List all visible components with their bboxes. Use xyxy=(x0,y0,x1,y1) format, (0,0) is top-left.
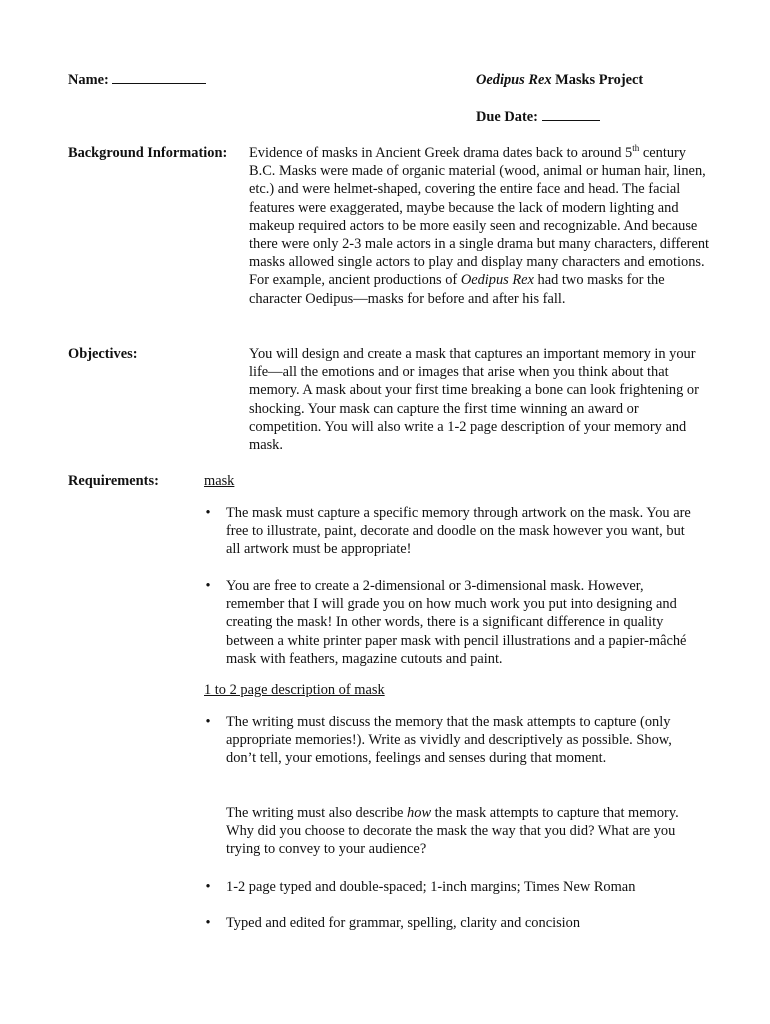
background-text-a: Evidence of masks in Ancient Greek drama dates back to around 5 xyxy=(249,145,633,161)
background-text-italic: Oedipus Rex xyxy=(460,272,534,289)
bullet-icon: • xyxy=(205,714,211,730)
mask-bullet-2-text: You are free to create a 2-dimensional or 3-dimensional mask. However, remember that I will grade you on how much work you put into designing and creating the mask! In other words, there is a significant difference in quality between a white printer paper mask with pencil illustrations and a papier-mâché mask with feathers, magazine cutouts and paint. xyxy=(226,578,687,667)
background-paragraph xyxy=(249,144,711,308)
mask-bullet-1-text: The mask must capture a specific memory through artwork on the mask. You are free to illustrate, paint, decorate and doodle on the mask however you want, but all artwork must be appropriate! xyxy=(226,505,691,558)
requirements-label: Requirements: xyxy=(68,473,159,489)
description-followup xyxy=(226,804,701,859)
format-bullet-text: 1-2 page typed and double-spaced; 1-inch margins; Times New Roman xyxy=(226,879,636,895)
due-date-blank xyxy=(542,108,600,121)
objectives-paragraph: You will design and create a mask that captures an important memory in your life—all the emotions and or images that arise when you think about that memory. A mask about your first time breaking a bone can look frightening or shocking. Your mask can capture the first time winning an award or competition. You will also write a 1-2 page description of your memory and mask. xyxy=(249,346,699,454)
name-blank xyxy=(112,71,206,84)
bullet-icon: • xyxy=(205,879,211,895)
bullet-icon: • xyxy=(205,578,211,594)
background-text-b: century B.C. Masks were made of organic material (wood, animal or human hair, linen, etc.) and were helmet-shaped, covering the entire face and head. The facial features were exaggerated, maybe because the lack of modern lighting and makeup required actors to be more easily seen and recognizable. And because there were only 2-3 male actors in a single drama but many characters, different masks allowed single actors to play and display many characters and emotions. For example, ancient productions of xyxy=(249,145,710,289)
name-label: Name: xyxy=(68,72,109,88)
mask-heading: mask xyxy=(204,473,235,489)
description-heading: 1 to 2 page description of mask xyxy=(204,682,385,698)
background-text-c: had two masks for the character Oedipus—masks for before and after his fall. xyxy=(249,272,665,307)
project-title-rest: Masks Project xyxy=(551,72,644,88)
background-label: Background Information: xyxy=(68,145,228,161)
objectives-label: Objectives: xyxy=(68,346,138,362)
due-date-line xyxy=(476,108,600,126)
due-date-label: Due Date: xyxy=(476,109,538,125)
bullet-icon: • xyxy=(205,915,211,931)
name-line xyxy=(68,71,206,89)
edited-bullet-text: Typed and edited for grammar, spelling, clarity and concision xyxy=(226,915,581,931)
project-title-italic: Oedipus Rex xyxy=(476,72,552,88)
background-sup: th xyxy=(632,143,640,154)
followup-text-a: The writing must also describe xyxy=(226,805,408,821)
followup-italic: how xyxy=(407,805,432,821)
followup-text-b: the mask attempts to capture that memory. Why did you choose to decorate the mask the way that you did? What are you trying to convey to your audience? xyxy=(226,805,679,858)
description-bullet-1-text: The writing must discuss the memory that the mask attempts to capture (only appropriate memories!). Write as vividly and descriptively as possible. Show, don’t tell, your emotions, feelings and senses during that moment. xyxy=(226,714,672,767)
bullet-icon: • xyxy=(205,505,211,521)
project-title xyxy=(476,71,643,89)
